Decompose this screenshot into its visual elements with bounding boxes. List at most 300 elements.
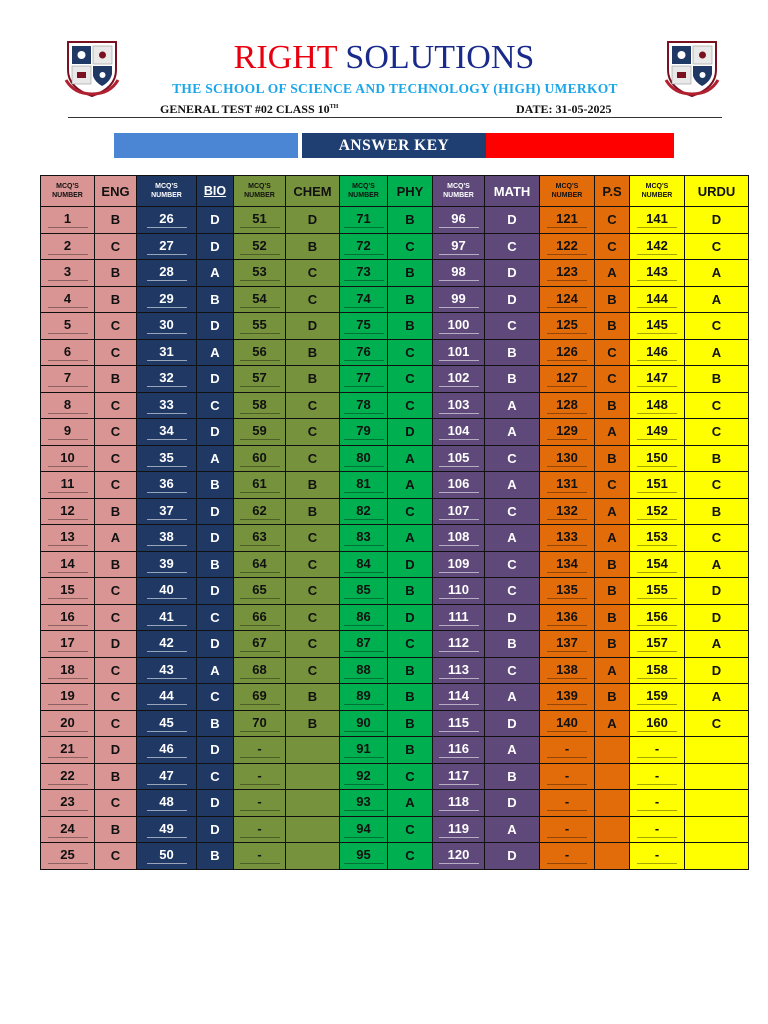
mcq-number-cell-math	[433, 366, 485, 393]
table-row	[41, 392, 749, 419]
mcq-number-cell-phy	[340, 604, 388, 631]
mcq-number-cell-chem	[234, 498, 286, 525]
mcq-number: 140	[547, 715, 587, 732]
answer-cell-phy: C	[388, 233, 433, 260]
table-header-row	[41, 176, 749, 207]
mcq-number: 72	[344, 238, 384, 255]
mcq-header-line2: NUMBER	[52, 192, 83, 199]
answer-cell-eng: C	[95, 684, 137, 711]
table-row	[41, 843, 749, 870]
mcq-number-cell-ps	[540, 816, 595, 843]
answer-cell-phy: A	[388, 472, 433, 499]
answer-cell-ps: B	[595, 578, 630, 605]
mcq-number-cell-ps	[540, 843, 595, 870]
mcq-number: 7	[48, 370, 88, 387]
mcq-number: 153	[637, 529, 677, 546]
answer-cell-chem: D	[286, 313, 340, 340]
mcq-number: 104	[439, 423, 479, 440]
answer-cell-math: C	[485, 445, 540, 472]
mcq-number-cell-eng	[41, 313, 95, 340]
answer-cell-math: C	[485, 551, 540, 578]
mcq-number: 70	[240, 715, 280, 732]
mcq-number: -	[547, 741, 587, 758]
mcq-header-line2: NUMBER	[151, 192, 182, 199]
answer-cell-ps: B	[595, 631, 630, 658]
mcq-number-cell-math	[433, 207, 485, 234]
title-word-solutions: SOLUTIONS	[345, 39, 535, 76]
mcq-number: -	[547, 794, 587, 811]
mcq-number: 102	[439, 370, 479, 387]
answer-cell-urdu: A	[685, 551, 749, 578]
mcq-number-cell-ps	[540, 392, 595, 419]
mcq-number-cell-ps	[540, 710, 595, 737]
answer-cell-urdu	[685, 763, 749, 790]
mcq-number-cell-urdu	[630, 604, 685, 631]
mcq-number: 9	[48, 423, 88, 440]
mcq-number: 44	[147, 688, 187, 705]
mcq-number-cell-bio	[137, 657, 197, 684]
mcq-number: 93	[344, 794, 384, 811]
answer-cell-math: D	[485, 843, 540, 870]
mcq-number-cell-eng	[41, 578, 95, 605]
answer-cell-chem	[286, 763, 340, 790]
mcq-number-cell-urdu	[630, 525, 685, 552]
banner-title: ANSWER KEY	[302, 133, 486, 158]
mcq-header-line2: NUMBER	[443, 192, 474, 199]
answer-cell-phy: C	[388, 816, 433, 843]
header-divider	[68, 117, 722, 118]
mcq-number-cell-eng	[41, 790, 95, 817]
mcq-number-cell-urdu	[630, 631, 685, 658]
mcq-number-cell-eng	[41, 657, 95, 684]
answer-cell-eng: B	[95, 286, 137, 313]
mcq-number: 73	[344, 264, 384, 281]
mcq-number: 12	[48, 503, 88, 520]
mcq-number-cell-bio	[137, 843, 197, 870]
mcq-number: 143	[637, 264, 677, 281]
mcq-number: 50	[147, 847, 187, 864]
mcq-number-cell-ps	[540, 339, 595, 366]
mcq-number: 18	[48, 662, 88, 679]
answer-cell-eng: C	[95, 604, 137, 631]
mcq-number-cell-chem	[234, 339, 286, 366]
mcq-number: 91	[344, 741, 384, 758]
mcq-number: 101	[439, 344, 479, 361]
answer-cell-bio: D	[197, 419, 234, 446]
mcq-number: -	[637, 741, 677, 758]
mcq-number: 116	[439, 741, 479, 758]
mcq-number-cell-math	[433, 684, 485, 711]
mcq-number: 8	[48, 397, 88, 414]
answer-cell-math: B	[485, 631, 540, 658]
mcq-number: 42	[147, 635, 187, 652]
mcq-number: 53	[240, 264, 280, 281]
mcq-number-cell-math	[433, 843, 485, 870]
mcq-number: 150	[637, 450, 677, 467]
mcq-number: 20	[48, 715, 88, 732]
answer-cell-ps	[595, 816, 630, 843]
mcq-number-cell-phy	[340, 419, 388, 446]
class-suffix: TH	[329, 104, 339, 110]
title-word-right: RIGHT	[233, 39, 337, 76]
mcq-number: -	[240, 821, 280, 838]
mcq-number-cell-urdu	[630, 763, 685, 790]
answer-cell-eng: C	[95, 710, 137, 737]
test-label	[160, 102, 338, 117]
answer-cell-urdu: C	[685, 710, 749, 737]
mcq-number-cell-chem	[234, 207, 286, 234]
mcq-number: 58	[240, 397, 280, 414]
mcq-number: 48	[147, 794, 187, 811]
mcq-number: 138	[547, 662, 587, 679]
answer-cell-urdu: D	[685, 578, 749, 605]
mcq-number: 129	[547, 423, 587, 440]
answer-cell-urdu	[685, 790, 749, 817]
answer-cell-bio: C	[197, 604, 234, 631]
mcq-number-header-eng	[41, 176, 95, 207]
mcq-number: 1	[48, 211, 88, 228]
mcq-number: 56	[240, 344, 280, 361]
answer-cell-eng: B	[95, 498, 137, 525]
mcq-number: 133	[547, 529, 587, 546]
answer-cell-math: C	[485, 498, 540, 525]
mcq-number: 47	[147, 768, 187, 785]
answer-cell-eng: C	[95, 578, 137, 605]
mcq-number-cell-ps	[540, 657, 595, 684]
answer-cell-phy: B	[388, 578, 433, 605]
mcq-number: 134	[547, 556, 587, 573]
mcq-number: 40	[147, 582, 187, 599]
mcq-number-cell-phy	[340, 763, 388, 790]
mcq-number: 130	[547, 450, 587, 467]
answer-cell-chem: B	[286, 498, 340, 525]
mcq-number-cell-urdu	[630, 366, 685, 393]
answer-cell-ps: C	[595, 207, 630, 234]
mcq-number: 139	[547, 688, 587, 705]
mcq-number: 128	[547, 397, 587, 414]
mcq-number-cell-eng	[41, 684, 95, 711]
mcq-number-cell-urdu	[630, 233, 685, 260]
answer-cell-chem	[286, 843, 340, 870]
answer-cell-bio: B	[197, 286, 234, 313]
mcq-number-cell-urdu	[630, 710, 685, 737]
mcq-number-cell-ps	[540, 525, 595, 552]
mcq-number-cell-bio	[137, 472, 197, 499]
mcq-number-cell-eng	[41, 445, 95, 472]
mcq-number-cell-phy	[340, 445, 388, 472]
table-row	[41, 313, 749, 340]
mcq-number-cell-math	[433, 631, 485, 658]
mcq-number: 121	[547, 211, 587, 228]
mcq-number-cell-eng	[41, 366, 95, 393]
mcq-number-cell-ps	[540, 498, 595, 525]
mcq-number: 131	[547, 476, 587, 493]
mcq-number-cell-ps	[540, 604, 595, 631]
mcq-number: 125	[547, 317, 587, 334]
mcq-number-cell-math	[433, 472, 485, 499]
mcq-number-cell-phy	[340, 286, 388, 313]
answer-cell-chem: C	[286, 286, 340, 313]
mcq-number: 63	[240, 529, 280, 546]
answer-cell-eng: D	[95, 631, 137, 658]
answer-cell-math: B	[485, 339, 540, 366]
mcq-number: 66	[240, 609, 280, 626]
mcq-number-cell-bio	[137, 684, 197, 711]
answer-cell-eng: C	[95, 339, 137, 366]
mcq-number: 15	[48, 582, 88, 599]
mcq-number: 64	[240, 556, 280, 573]
mcq-number: 60	[240, 450, 280, 467]
mcq-number: 82	[344, 503, 384, 520]
mcq-number: 85	[344, 582, 384, 599]
subject-header-chem: CHEM	[286, 176, 340, 207]
answer-cell-math: D	[485, 604, 540, 631]
mcq-number: 61	[240, 476, 280, 493]
mcq-number: 81	[344, 476, 384, 493]
mcq-number-cell-bio	[137, 816, 197, 843]
mcq-number-cell-math	[433, 286, 485, 313]
answer-cell-phy: B	[388, 684, 433, 711]
mcq-number-cell-ps	[540, 790, 595, 817]
mcq-number-cell-urdu	[630, 657, 685, 684]
mcq-number: 3	[48, 264, 88, 281]
answer-cell-ps: C	[595, 339, 630, 366]
answer-cell-math: A	[485, 816, 540, 843]
answer-cell-phy: A	[388, 790, 433, 817]
mcq-number-cell-phy	[340, 816, 388, 843]
mcq-number: 33	[147, 397, 187, 414]
mcq-number-cell-chem	[234, 233, 286, 260]
mcq-number-cell-phy	[340, 392, 388, 419]
answer-cell-phy: B	[388, 737, 433, 764]
mcq-number-cell-urdu	[630, 419, 685, 446]
mcq-number-cell-bio	[137, 631, 197, 658]
answer-cell-urdu: A	[685, 260, 749, 287]
mcq-number: 142	[637, 238, 677, 255]
mcq-number: 43	[147, 662, 187, 679]
answer-cell-phy: A	[388, 525, 433, 552]
mcq-number-cell-math	[433, 525, 485, 552]
mcq-number: 24	[48, 821, 88, 838]
mcq-number: 113	[439, 662, 479, 679]
mcq-number: -	[240, 847, 280, 864]
answer-cell-eng: C	[95, 392, 137, 419]
answer-cell-ps: A	[595, 419, 630, 446]
table-row	[41, 339, 749, 366]
answer-cell-urdu	[685, 816, 749, 843]
mcq-number-cell-chem	[234, 419, 286, 446]
mcq-number-cell-math	[433, 313, 485, 340]
mcq-number: 65	[240, 582, 280, 599]
answer-cell-urdu: C	[685, 472, 749, 499]
mcq-number-cell-urdu	[630, 313, 685, 340]
answer-cell-ps: A	[595, 260, 630, 287]
mcq-number: 106	[439, 476, 479, 493]
mcq-number-cell-eng	[41, 498, 95, 525]
answer-cell-chem: C	[286, 419, 340, 446]
answer-cell-phy: B	[388, 710, 433, 737]
mcq-header-line2: NUMBER	[244, 192, 275, 199]
answer-cell-urdu: D	[685, 604, 749, 631]
answer-cell-math: B	[485, 366, 540, 393]
mcq-number: 158	[637, 662, 677, 679]
mcq-number: 155	[637, 582, 677, 599]
mcq-number: 69	[240, 688, 280, 705]
answer-cell-eng: C	[95, 843, 137, 870]
table-row	[41, 657, 749, 684]
mcq-number-cell-phy	[340, 578, 388, 605]
answer-cell-chem: B	[286, 472, 340, 499]
answer-cell-math: A	[485, 737, 540, 764]
banner-blue-segment	[114, 133, 298, 158]
mcq-number-cell-math	[433, 737, 485, 764]
answer-cell-chem	[286, 816, 340, 843]
table-row	[41, 233, 749, 260]
date-label: DATE: 31-05-2025	[516, 102, 612, 116]
mcq-number: 148	[637, 397, 677, 414]
answer-cell-urdu: A	[685, 339, 749, 366]
mcq-number-cell-phy	[340, 790, 388, 817]
mcq-number-cell-chem	[234, 551, 286, 578]
answer-cell-urdu: B	[685, 366, 749, 393]
answer-cell-math: A	[485, 525, 540, 552]
answer-cell-ps: B	[595, 392, 630, 419]
mcq-number-cell-bio	[137, 366, 197, 393]
answer-cell-bio: A	[197, 339, 234, 366]
table-row	[41, 286, 749, 313]
mcq-number: 32	[147, 370, 187, 387]
table-row	[41, 419, 749, 446]
answer-cell-phy: C	[388, 366, 433, 393]
mcq-number: 98	[439, 264, 479, 281]
mcq-number-cell-bio	[137, 260, 197, 287]
answer-cell-urdu: A	[685, 631, 749, 658]
answer-cell-eng: B	[95, 551, 137, 578]
mcq-number-cell-urdu	[630, 551, 685, 578]
mcq-number-cell-eng	[41, 631, 95, 658]
answer-cell-chem: C	[286, 525, 340, 552]
mcq-number-cell-bio	[137, 525, 197, 552]
mcq-number-cell-bio	[137, 339, 197, 366]
mcq-number-cell-chem	[234, 525, 286, 552]
answer-cell-chem: B	[286, 684, 340, 711]
answer-cell-math: A	[485, 472, 540, 499]
answer-cell-phy: C	[388, 843, 433, 870]
mcq-number: 76	[344, 344, 384, 361]
mcq-number: 132	[547, 503, 587, 520]
table-row	[41, 207, 749, 234]
answer-cell-bio: D	[197, 578, 234, 605]
answer-cell-bio: D	[197, 498, 234, 525]
mcq-number-cell-math	[433, 763, 485, 790]
mcq-number: 28	[147, 264, 187, 281]
subject-header-math: MATH	[485, 176, 540, 207]
table-row	[41, 472, 749, 499]
mcq-number: 123	[547, 264, 587, 281]
mcq-number: 149	[637, 423, 677, 440]
answer-cell-phy: C	[388, 339, 433, 366]
mcq-number-cell-bio	[137, 710, 197, 737]
answer-cell-chem: C	[286, 392, 340, 419]
mcq-number: 13	[48, 529, 88, 546]
table-row	[41, 578, 749, 605]
answer-cell-math: C	[485, 233, 540, 260]
mcq-number: 111	[439, 609, 479, 626]
answer-cell-bio: D	[197, 631, 234, 658]
mcq-number-cell-chem	[234, 313, 286, 340]
mcq-header-line1: MCQ'S	[248, 183, 271, 190]
mcq-number: 27	[147, 238, 187, 255]
mcq-number-cell-bio	[137, 419, 197, 446]
mcq-number: 84	[344, 556, 384, 573]
answer-cell-chem: B	[286, 339, 340, 366]
answer-cell-chem: C	[286, 445, 340, 472]
mcq-number-cell-math	[433, 657, 485, 684]
table-row	[41, 631, 749, 658]
table-row	[41, 763, 749, 790]
answer-cell-bio: D	[197, 525, 234, 552]
mcq-number-cell-ps	[540, 551, 595, 578]
mcq-number: -	[240, 741, 280, 758]
mcq-number-cell-bio	[137, 578, 197, 605]
mcq-header-line2: NUMBER	[641, 192, 673, 199]
mcq-number-header-bio	[137, 176, 197, 207]
answer-cell-bio: D	[197, 233, 234, 260]
mcq-number-cell-chem	[234, 816, 286, 843]
mcq-number-cell-chem	[234, 790, 286, 817]
mcq-number-cell-bio	[137, 763, 197, 790]
mcq-number-cell-chem	[234, 578, 286, 605]
mcq-number-cell-urdu	[630, 207, 685, 234]
mcq-number: 94	[344, 821, 384, 838]
mcq-number-cell-chem	[234, 366, 286, 393]
table-row	[41, 260, 749, 287]
mcq-number: 75	[344, 317, 384, 334]
mcq-number: 74	[344, 291, 384, 308]
mcq-number-cell-math	[433, 604, 485, 631]
answer-cell-urdu: C	[685, 419, 749, 446]
mcq-number-cell-eng	[41, 392, 95, 419]
mcq-number-cell-urdu	[630, 392, 685, 419]
mcq-number-cell-urdu	[630, 578, 685, 605]
mcq-number-cell-phy	[340, 472, 388, 499]
answer-cell-eng: B	[95, 260, 137, 287]
mcq-number-cell-urdu	[630, 843, 685, 870]
mcq-number: 34	[147, 423, 187, 440]
answer-cell-urdu: C	[685, 233, 749, 260]
mcq-number-cell-phy	[340, 313, 388, 340]
mcq-number: 59	[240, 423, 280, 440]
mcq-number-cell-eng	[41, 763, 95, 790]
mcq-number-cell-chem	[234, 472, 286, 499]
mcq-number-cell-math	[433, 498, 485, 525]
answer-cell-bio: C	[197, 392, 234, 419]
mcq-number: 67	[240, 635, 280, 652]
answer-cell-urdu: C	[685, 392, 749, 419]
mcq-number-cell-eng	[41, 710, 95, 737]
answer-cell-chem: C	[286, 631, 340, 658]
answer-cell-eng: B	[95, 816, 137, 843]
mcq-number-cell-chem	[234, 763, 286, 790]
mcq-number-cell-chem	[234, 260, 286, 287]
mcq-number-cell-ps	[540, 578, 595, 605]
mcq-number: 11	[48, 476, 88, 493]
answer-cell-urdu: A	[685, 684, 749, 711]
mcq-number-cell-eng	[41, 816, 95, 843]
mcq-number: -	[547, 768, 587, 785]
mcq-number: 5	[48, 317, 88, 334]
mcq-number: 21	[48, 741, 88, 758]
